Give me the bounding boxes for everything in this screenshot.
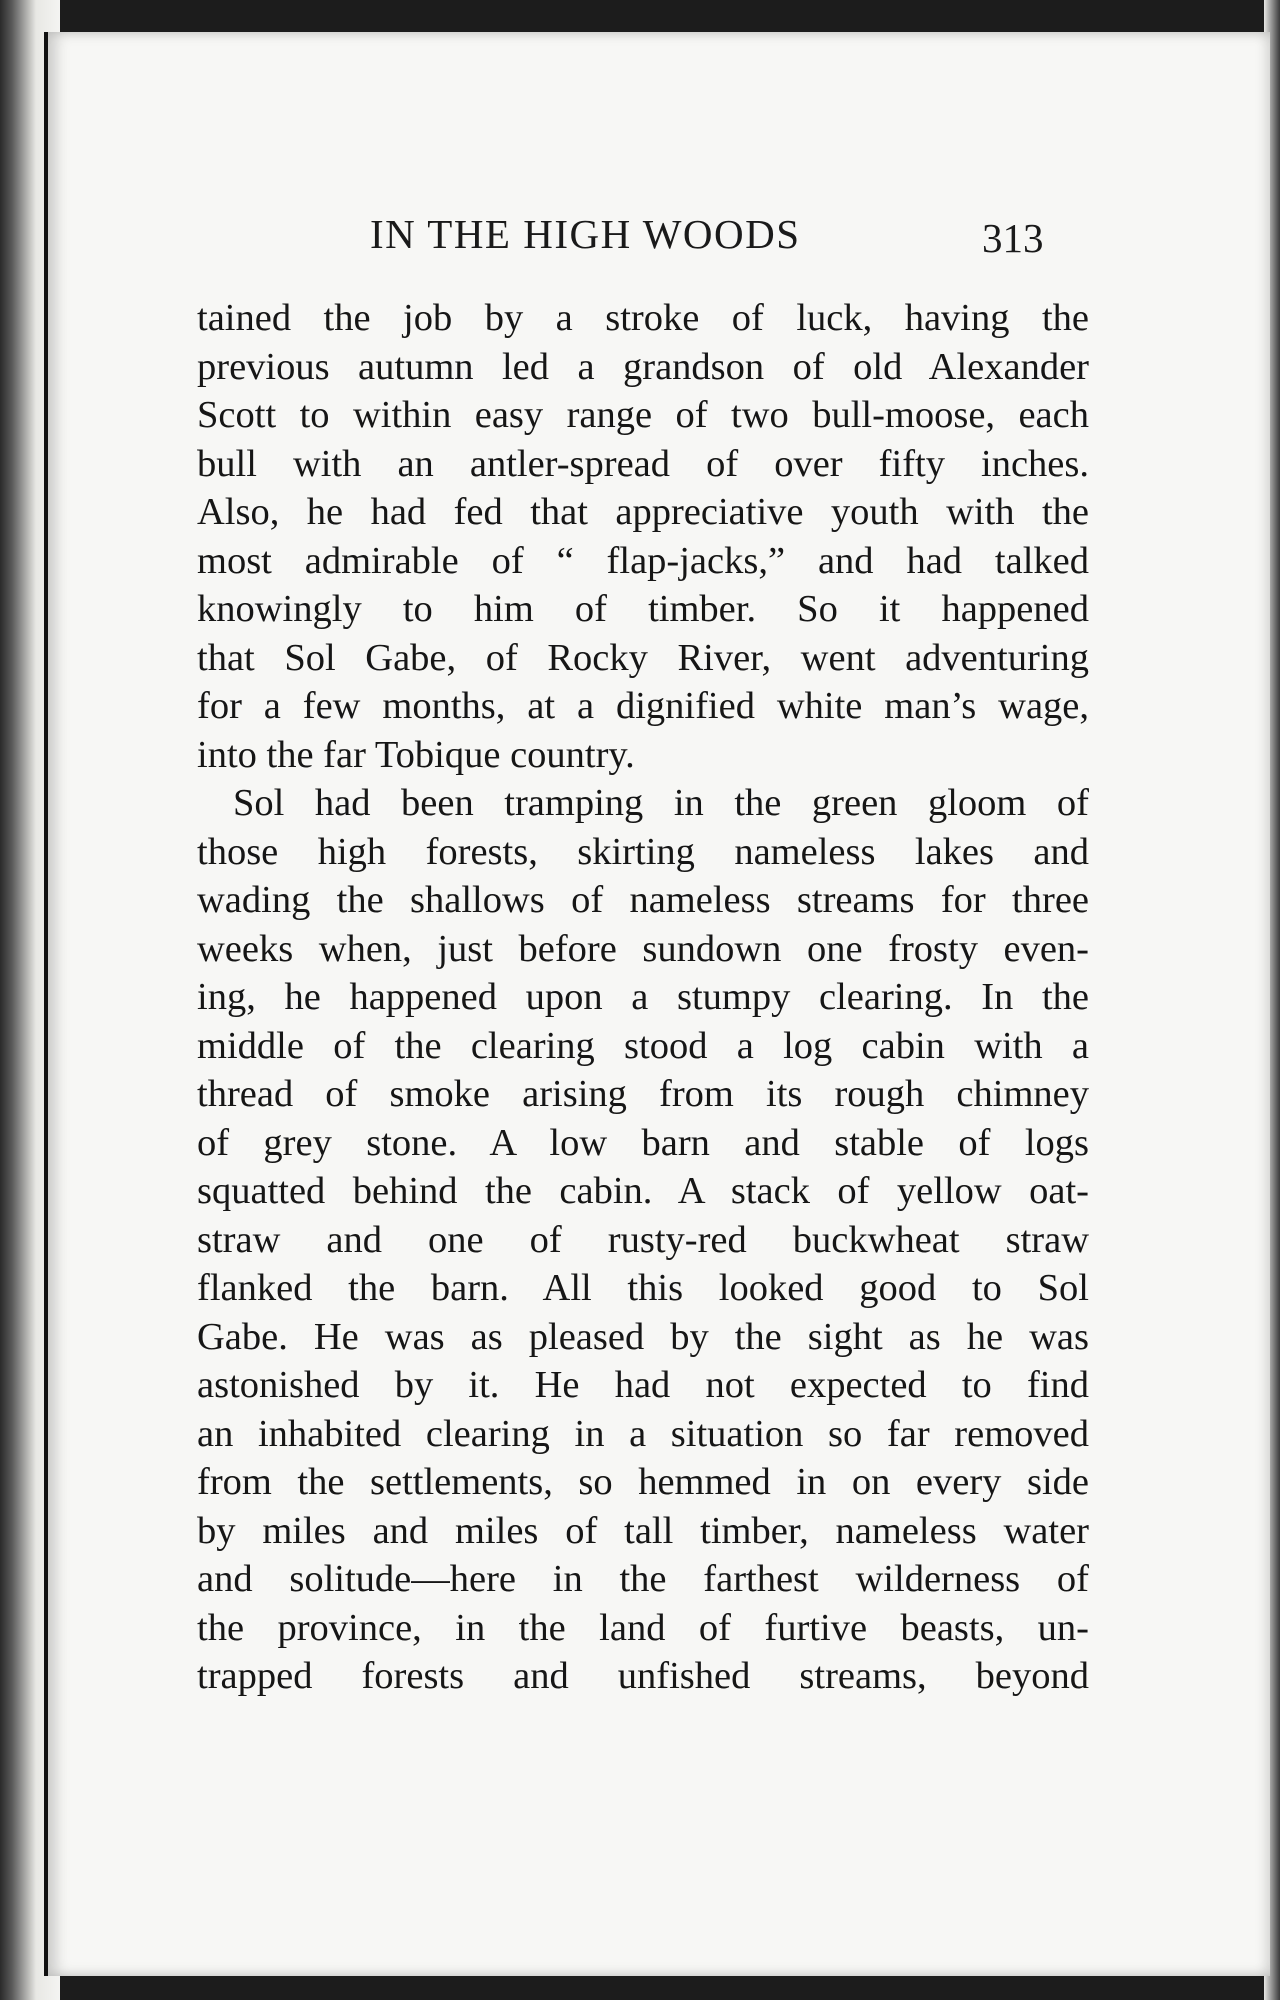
text-line: knowingly to him of timber. So it happened (197, 588, 1089, 630)
text-line: tained the job by a stroke of luck, having the (197, 297, 1089, 339)
text-line: by miles and miles of tall timber, nameless water (197, 1509, 1089, 1552)
paragraph-2 (197, 779, 1089, 1701)
text-line: and solitude—here in the farthest wilderness of (197, 1558, 1089, 1600)
text-line: Scott to within easy range of two bull-moose, each (197, 394, 1089, 436)
text-line: astonished by it. He had not expected to find (197, 1364, 1089, 1406)
text-line: into the far Tobique country. (197, 733, 635, 776)
book-page (44, 32, 1270, 1976)
body-text (197, 294, 1089, 1701)
text-line: thread of smoke arising from its rough chimney (197, 1073, 1089, 1115)
text-line: Also, he had fed that appreciative youth with the (197, 491, 1089, 533)
page-number: 313 (982, 215, 1044, 261)
text-line: wading the shallows of nameless streams for three (197, 879, 1089, 921)
text-line: previous autumn led a grandson of old Alexander (197, 345, 1089, 388)
text-line: straw and one of rusty-red buckwheat straw (197, 1218, 1089, 1261)
text-line: most admirable of “ flap-jacks,” and had talked (197, 539, 1089, 582)
text-line: an inhabited clearing in a situation so far removed (197, 1412, 1089, 1455)
running-title: IN THE HIGH WOODS (370, 211, 801, 257)
text-line: middle of the clearing stood a log cabin with a (197, 1024, 1089, 1067)
text-line: Sol had been tramping in the green gloom of (233, 782, 1089, 824)
text-line: the province, in the land of furtive beasts, un- (197, 1606, 1089, 1649)
text-line: from the settlements, so hemmed in on every side (197, 1461, 1089, 1503)
paragraph-1 (197, 294, 1089, 779)
text-line: of grey stone. A low barn and stable of logs (197, 1121, 1089, 1164)
page-header (48, 210, 1270, 270)
text-line: those high forests, skirting nameless lakes and (197, 830, 1089, 873)
text-line: that Sol Gabe, of Rocky River, went adventuring (197, 636, 1089, 679)
text-line: trapped forests and unfished streams, beyond (197, 1655, 1089, 1697)
text-line: ing, he happened upon a stumpy clearing. In the (197, 976, 1089, 1018)
text-line: for a few months, at a dignified white man’s wage, (197, 685, 1089, 727)
text-line: flanked the barn. All this looked good to Sol (197, 1267, 1089, 1309)
text-line: Gabe. He was as pleased by the sight as he was (197, 1315, 1089, 1358)
text-line: bull with an antler-spread of over fifty inches. (197, 442, 1089, 485)
text-line: weeks when, just before sundown one frosty even- (197, 927, 1089, 970)
text-line: squatted behind the cabin. A stack of yellow oat- (197, 1170, 1089, 1212)
